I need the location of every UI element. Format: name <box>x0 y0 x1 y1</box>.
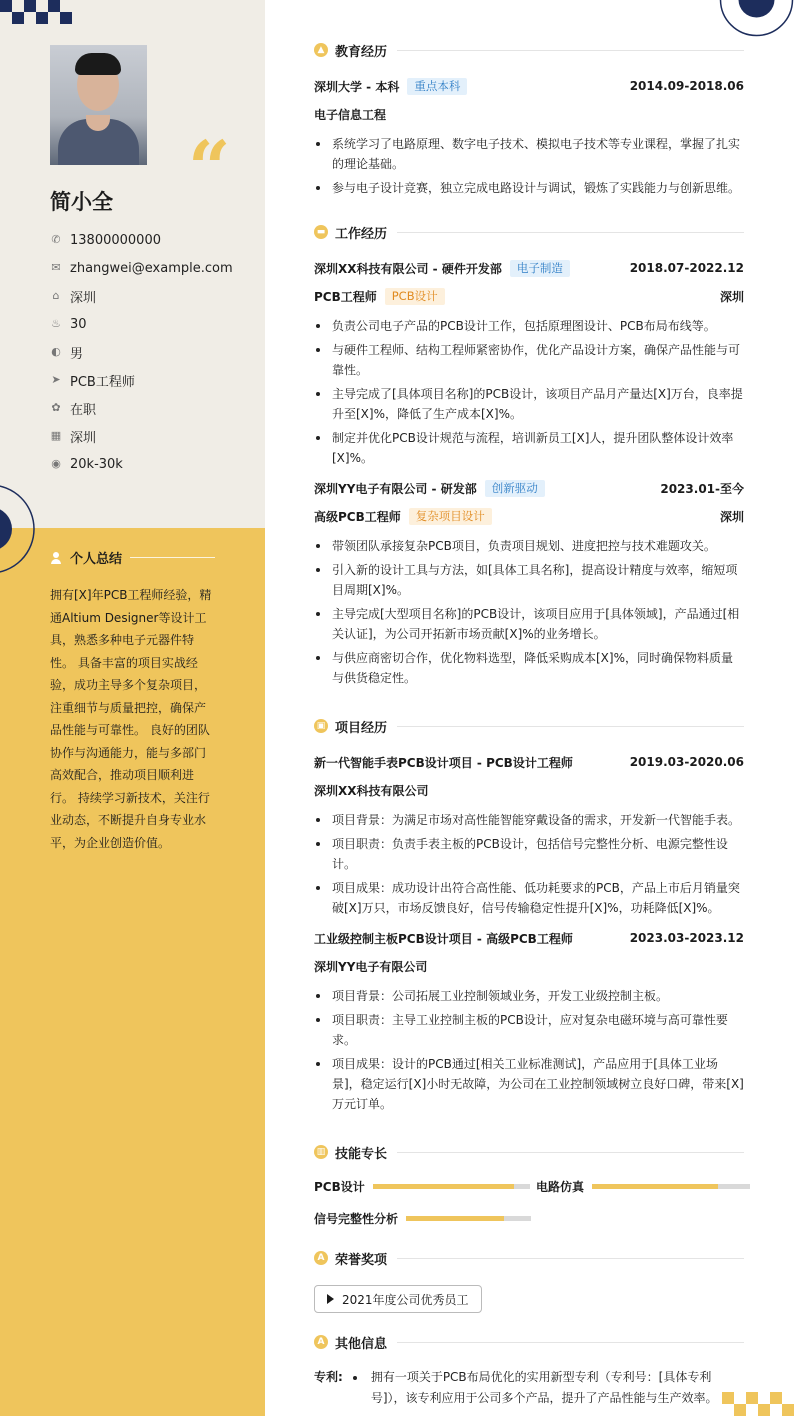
skill-bar <box>592 1184 750 1189</box>
city: 深圳 <box>719 289 744 304</box>
send-icon: ➤ <box>51 373 61 386</box>
list-item: 项目成果：成功设计出符合高性能、低功耗要求的PCB，产品上市后月销量突破[X]万只，市场反馈良好，信号传输稳定性提升[X]%，功耗降低[X]%。 <box>314 878 744 918</box>
award-icon: A <box>314 1251 328 1265</box>
list-item: 项目职责：负责手表主板的PCB设计，包括信号完整性分析、电源完整性设计。 <box>314 834 744 874</box>
salary-icon: ◉ <box>51 457 61 470</box>
list-item: 与供应商密切合作，优化物料选型，降低采购成本[X]%，同时确保物料质量与供货稳定性。 <box>314 648 744 688</box>
project-org: 深圳XX科技有限公司 <box>314 783 429 798</box>
info-status: ✿ 在职 <box>51 401 97 418</box>
tag-badge: 复杂项目设计 <box>409 508 492 525</box>
project-name: 新一代智能手表PCB设计项目 - PCB设计工程师 <box>314 755 573 770</box>
info-salary: ◉ 20k-30k <box>51 456 123 472</box>
section-title: 工作经历 <box>335 226 388 242</box>
sidebar <box>0 0 265 1416</box>
period: 2014.09-2018.06 <box>629 79 744 93</box>
summary-text: 拥有[X]年PCB工程师经验，精通Altium Designer等设计工具，熟悉多种电子元器件特性。 具备丰富的项目实战经验，成功主导多个复杂项目，注重细节与质量把控，确保产品性能与可靠性。 良好的团队协作与沟通能力，能与多部门高效配合，推动项目顺利进行。 持续学习新技术，关注行业动态，不断提升自身专业水平，为企业创造价值。 <box>50 588 212 850</box>
tag-badge: 电子制造 <box>510 260 570 277</box>
tag-badge: 创新驱动 <box>485 480 545 497</box>
section-title: 教育经历 <box>335 44 388 60</box>
section-title: 其他信息 <box>335 1336 388 1352</box>
tag-badge: PCB设计 <box>385 288 445 305</box>
skill-item: 电路仿真 <box>536 1178 750 1195</box>
list-item: 项目背景：公司拓展工业控制领域业务，开发工业级控制主板。 <box>314 986 744 1006</box>
section-title: 项目经历 <box>335 720 388 736</box>
phone-icon: ✆ <box>51 233 61 246</box>
patent-text: 拥有一项关于PCB布局优化的实用新型专利（专利号：[具体专利号]），该专利应用于公司多个产品，提升了产品性能与生产效率。 <box>343 1367 744 1409</box>
projects-section <box>314 716 744 1118</box>
company-name: 深圳YY电子有限公司 - 研发部 <box>314 481 477 496</box>
awards-section <box>314 1248 744 1268</box>
info-position: ➤ PCB工程师 <box>51 373 135 390</box>
patent-label: 专利: <box>314 1370 343 1384</box>
project-name: 工业级控制主板PCB设计项目 - 高级PCB工程师 <box>314 931 573 946</box>
info-work-city: ▦ 深圳 <box>50 429 97 446</box>
building-icon: ▦ <box>50 429 62 442</box>
mail-icon: ✉ <box>51 261 61 274</box>
role: 高级PCB工程师 <box>314 509 401 524</box>
list-item: 主导完成了[具体项目名称]的PCB设计，该项目产品月产量达[X]万台，良率提升至[X]%，降低了生产成本[X]%。 <box>314 384 744 424</box>
skill-item: 信号完整性分析 <box>314 1210 531 1227</box>
list-item: 引入新的设计工具与方法，如[具体工具名称]，提高设计精度与效率，缩短项目周期[X]%。 <box>314 560 744 600</box>
skill-item: PCB设计 <box>314 1178 530 1195</box>
cake-icon: ♨ <box>51 317 61 330</box>
info-age: ♨ 30 <box>51 316 87 332</box>
status-icon: ✿ <box>51 401 61 414</box>
user-icon <box>50 552 62 564</box>
skill-icon: ▥ <box>314 1145 328 1159</box>
list-item: 与硬件工程师、结构工程师紧密协作，优化产品设计方案，确保产品性能与可靠性。 <box>314 340 744 380</box>
section-title: 荣誉奖项 <box>335 1252 388 1268</box>
info-phone: ✆ 13800000000 <box>51 232 161 248</box>
graduation-icon: ▲ <box>314 43 328 57</box>
education-section <box>314 40 744 202</box>
city: 深圳 <box>719 509 744 524</box>
period: 2019.03-2020.06 <box>629 755 744 769</box>
list-item: 制定并优化PCB设计规范与流程，培训新员工[X]人，提升团队整体设计效率[X]%。 <box>314 428 744 468</box>
school-name: 深圳大学 - 本科 <box>314 79 400 94</box>
role: PCB工程师 <box>314 289 377 304</box>
tag-badge: 重点本科 <box>407 78 467 95</box>
period: 2023.01-至今 <box>660 481 744 496</box>
list-item: 项目职责：主导工业控制主板的PCB设计，应对复杂电磁环境与高可靠性要求。 <box>314 1010 744 1050</box>
skills-section <box>314 1142 744 1162</box>
info-email: ✉ zhangwei@example.com <box>51 260 233 276</box>
circle-decoration <box>0 484 45 574</box>
info-gender: ◐ 男 <box>51 345 84 362</box>
home-icon: ⌂ <box>52 289 60 302</box>
list-item: 参与电子设计竞赛，独立完成电路设计与调试，锻炼了实践能力与创新思维。 <box>314 178 744 198</box>
gender-icon: ◐ <box>51 345 61 358</box>
summary-heading: 个人总结 <box>50 548 215 567</box>
briefcase-icon: ▬ <box>314 225 328 239</box>
section-title: 技能专长 <box>335 1146 388 1162</box>
info-icon: A <box>314 1335 328 1349</box>
list-item: 主导完成[大型项目名称]的PCB设计，该项目应用于[具体领域]，产品通过[相关认证]，为公司开拓新市场贡献[X]%的业务增长。 <box>314 604 744 644</box>
circle-decoration-top <box>719 0 794 37</box>
play-icon <box>327 1294 334 1304</box>
company-name: 深圳XX科技有限公司 - 硬件开发部 <box>314 261 502 276</box>
info-city: ⌂ 深圳 <box>50 282 233 310</box>
skill-bar <box>406 1216 531 1221</box>
patent-info <box>314 1367 744 1409</box>
quote-icon: “ <box>188 126 225 212</box>
award-badge: 2021年度公司优秀员工 <box>314 1285 482 1313</box>
list-item: 带领团队承接复杂PCB项目，负责项目规划、进度把控与技术难题攻关。 <box>314 536 744 556</box>
project-org: 深圳YY电子有限公司 <box>314 959 428 974</box>
list-item: 负责公司电子产品的PCB设计工作，包括原理图设计、PCB布局布线等。 <box>314 316 744 336</box>
major: 电子信息工程 <box>314 107 387 122</box>
skill-bar <box>373 1184 530 1189</box>
contact-info-list <box>50 226 233 478</box>
list-item: 项目背景：为满足市场对高性能智能穿戴设备的需求，开发新一代智能手表。 <box>314 810 744 830</box>
profile-name: 简小全 <box>50 190 113 214</box>
period: 2023.03-2023.12 <box>629 931 744 945</box>
avatar-photo <box>50 45 147 165</box>
work-section <box>314 222 744 692</box>
other-section <box>314 1332 744 1352</box>
project-icon: ▣ <box>314 719 328 733</box>
list-item: 系统学习了电路原理、数字电子技术、模拟电子技术等专业课程，掌握了扎实的理论基础。 <box>314 134 744 174</box>
list-item: 项目成果：设计的PCB通过[相关工业标准测试]，产品应用于[具体工业场景]，稳定运行[X]小时无故障，为公司在工业控制领域树立良好口碑，带来[X]万元订单。 <box>314 1054 744 1114</box>
period: 2018.07-2022.12 <box>629 261 744 275</box>
